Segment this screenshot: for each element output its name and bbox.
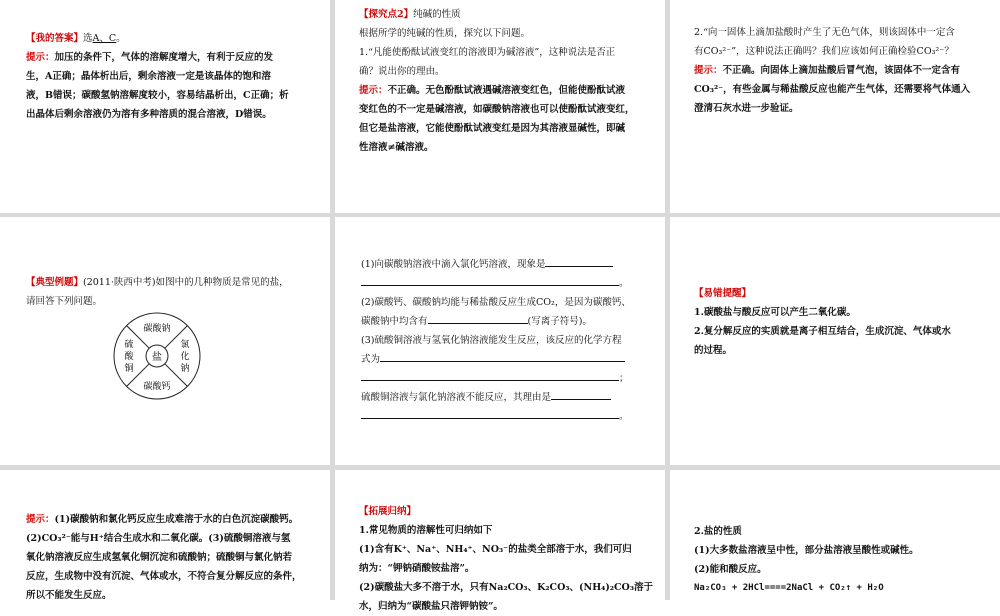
summary-line-1: 1.常见物质的溶解性可归纳如下 <box>359 525 493 536</box>
hint-line-1: 提示：加压的条件下，气体的溶解度增大，有利于反应的发 <box>26 52 274 63</box>
diagram-center-label: 盐 <box>152 352 162 363</box>
subquestions-block <box>361 255 661 426</box>
q3-line-1: (3)硫酸铜溶液与氢氧化钠溶液能发生反应，该反应的化学方程 <box>361 335 622 346</box>
example-source: (2011·陕西中考) <box>83 277 156 288</box>
mistake-line-1: 1.碳酸盐与酸反应可以产生二氧化碳。 <box>694 307 856 318</box>
diagram-right-label-1: 氯 <box>180 340 190 350</box>
mistake-line-2: 2.复分解反应的实质就是离子相互结合，生成沉淀、气体或水 <box>694 326 951 337</box>
mistakes-tag: 【易错提醒】 <box>694 288 752 299</box>
answer-hint-line-1: 提示：(1)碳酸钠和氯化钙反应生成难溶于水的白色沉淀碳酸钙。 <box>26 514 299 525</box>
summary-line-4: (2)碳酸盐大多不溶于水，只有Na₂CO₃、K₂CO₃、(NH₄)₂CO₃溶于 <box>359 582 653 593</box>
hint-line-1: 提示：不正确。向固体上滴加盐酸后冒气泡，该固体不一定含有 <box>694 65 961 76</box>
diagram-top-label: 碳酸钠 <box>143 324 171 334</box>
q2-line-2: 碳酸钠中均含有 (写离子符号)。 <box>361 312 661 331</box>
hint-tag: 提示： <box>694 65 723 76</box>
q4-blank-2[interactable] <box>361 407 619 419</box>
diagram-bottom-label: 碳酸钙 <box>143 382 171 392</box>
q4-line-1: 硫酸铜溶液与氯化钠溶液不能反应，其理由是 <box>361 388 661 407</box>
question-line-1: 1.“凡能使酚酞试液变红的溶液即为碱溶液”，这种说法是否正 <box>359 47 616 58</box>
example-line-2: 请回答下列问题。 <box>26 296 103 307</box>
hint-line-4: 性溶液≠碱溶液。 <box>359 142 434 153</box>
explore-title: 纯碱的性质 <box>413 9 461 20</box>
hint-line-2: 变红色的不一定是碱溶液，如碳酸钠溶液也可以使酚酞试液变红， <box>359 104 635 115</box>
explore-intro: 根据所学的纯碱的性质，探究以下问题。 <box>359 28 531 39</box>
slide-subquestions <box>335 217 665 465</box>
q3-blank-2[interactable] <box>361 369 619 381</box>
slide-answer-hints <box>0 470 330 600</box>
answer-hint-line-3: 氧化钠溶液反应生成氢氧化铜沉淀和硫酸钠；硫酸铜与氯化钠若 <box>26 552 293 563</box>
answer-hint-line-4: 反应，生成物中没有沉淀、气体或水，不符合复分解反应的条件， <box>26 571 302 582</box>
mistake-line-3: 的过程。 <box>694 345 733 356</box>
hint-line-2: CO₃²⁻，有些金属与稀盐酸反应也能产生气体，还需要将气体通入 <box>694 84 971 95</box>
q3-blank[interactable] <box>380 350 625 362</box>
question-line-2: 确？说出你的理由。 <box>359 66 445 77</box>
slide-question-2 <box>670 0 1000 213</box>
hint-line-3: 但它是盐溶液，它能使酚酞试液变红是因为其溶液显碱性，即碱 <box>359 123 626 134</box>
hint-line-1: 提示：不正确。无色酚酞试液遇碱溶液变红色，但能使酚酞试液 <box>359 85 626 96</box>
property-line-3: (2)能和酸反应。 <box>694 564 767 575</box>
example-tag: 【典型例题】 <box>26 277 84 288</box>
hint-line-3: 液，B错误；碳酸氢钠溶解度较小，容易结晶析出，C正确；析 <box>26 90 289 101</box>
answer-block <box>26 29 316 124</box>
answer-tag: 【我的答案】 <box>26 33 84 44</box>
answer-line <box>26 29 316 48</box>
mistakes-block <box>694 284 994 360</box>
slide-common-mistakes <box>670 217 1000 465</box>
q2-blank[interactable] <box>428 312 528 324</box>
property-line-2: (1)大多数盐溶液呈中性，部分盐溶液呈酸性或碱性。 <box>694 545 919 556</box>
diagram-right-label-3: 钠 <box>180 364 190 374</box>
question-line-2: 有CO₃²⁻”，这种说法正确吗？我们应该如何正确检验CO₃²⁻？ <box>694 46 954 57</box>
slide-explore-point-2 <box>335 0 665 213</box>
summary-line-5: 水，归纳为“碳酸盐只溶钾钠铵”。 <box>359 601 503 612</box>
hint-line-4: 出晶体后剩余溶液仍为溶有多种溶质的混合溶液，D错误。 <box>26 109 272 120</box>
q4-blank[interactable] <box>551 388 611 400</box>
hint-tag: 提示： <box>26 52 55 63</box>
answer-hint-line-5: 所以不能发生反应。 <box>26 590 112 601</box>
hint-tag: 提示： <box>359 85 388 96</box>
summary-line-2: (1)含有K⁺、Na⁺、NH₄⁺、NO₃⁻的盐类全部溶于水，我们可归 <box>359 544 632 555</box>
q1-blank-2[interactable] <box>361 274 619 286</box>
explore-heading <box>359 5 659 24</box>
diagram-left-label-1: 硫 <box>124 340 134 350</box>
slide-expansion-summary <box>335 470 665 612</box>
example-block <box>26 273 326 311</box>
summary-block <box>359 502 659 616</box>
hint-line-3: 澄清石灰水进一步验证。 <box>694 103 799 114</box>
q1-blank[interactable] <box>545 255 613 267</box>
answer-hint-line-2: (2)CO₃²⁻能与H⁺结合生成水和二氧化碳。(3)硫酸铜溶液与氢 <box>26 533 291 544</box>
question-line-1: 2.“向一固体上滴加盐酸时产生了无色气体，则该固体中一定含 <box>694 27 955 38</box>
property-equation: Na₂CO₃ + 2HCl====2NaCl + CO₂↑ + H₂O <box>694 583 884 593</box>
answer-prefix: 选 <box>83 33 93 44</box>
example-line-1: 【典型例题】(2011·陕西中考)如图中的几种物质是常见的盐， <box>26 277 289 288</box>
q3-line-3: ； <box>361 369 661 388</box>
q4-line-2: 。 <box>361 407 661 426</box>
slide-answer <box>0 0 330 213</box>
explore-tag: 【探究点2】 <box>359 9 414 20</box>
properties-block <box>694 522 994 598</box>
q3-line-2: 式为 <box>361 350 661 369</box>
diagram-left-label-2: 酸 <box>124 352 134 362</box>
question2-block <box>694 23 994 118</box>
summary-line-3: 纳为：“钾钠硝酸铵盐溶”。 <box>359 563 475 574</box>
slide-salt-properties <box>670 470 1000 600</box>
hint-line-2: 生，A正确；晶体析出后，剩余溶液一定是该晶体的饱和溶 <box>26 71 271 82</box>
q1-line-2: 。 <box>361 274 661 293</box>
answer-hints-block <box>26 510 326 605</box>
summary-tag: 【拓展归纳】 <box>359 506 417 517</box>
salt-wheel-diagram <box>112 311 202 401</box>
answer-choices: A、C <box>92 33 117 44</box>
diagram-right-label-2: 化 <box>180 352 190 362</box>
q1-line: (1)向碳酸钠溶液中滴入氯化钙溶液，现象是 <box>361 255 661 274</box>
explore-block <box>359 5 659 157</box>
hint-tag: 提示： <box>26 514 55 525</box>
diagram-left-label-3: 铜 <box>124 364 134 374</box>
answer-end: 。 <box>116 33 126 44</box>
q2-line-1: (2)碳酸钙、碳酸钠均能与稀盐酸反应生成CO₂，是因为碳酸钙、 <box>361 297 631 308</box>
slide-typical-example <box>0 217 330 465</box>
property-line-1: 2.盐的性质 <box>694 526 742 537</box>
